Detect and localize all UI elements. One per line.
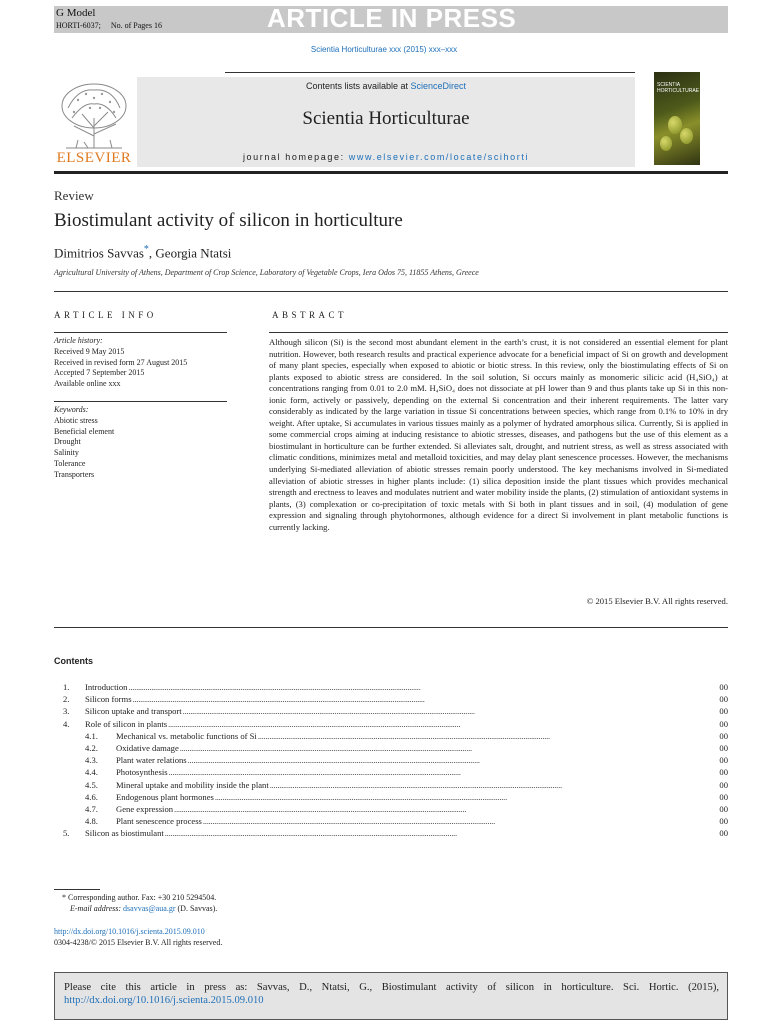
abstract-heading: ABSTRACT xyxy=(272,310,348,320)
abstract-text: Although silicon (Si) is the second most abundant element in the earth’s crust, it is not considered an essential element for plant nutrition. However, both research results and practical experience advocate for a beneficial impact of Si on growth and development of many plant species, especially when exposed to abiotic or biotic stress. In this review, only the biostimulating effects of Si on plants exposed to abiotic stress are considered. In the soil solution, Si occurs mainly as monomeric silicic acid (H₄SiO₄) at concentrations ranging from 0.01 to 2.0 mM. H₄SiO₄ does not dissociate at pH lower than 9 and thus plants take up Si in this non-ionic form, actively or passively, depending on the external Si concentration and their inherent requirements. The latter vary considerably as indicated by the large variation in tissue Si concentrations between species, which range from 0.1% to 10% in dry weight. After uptake, Si accumulates in various tissues mainly as a polymer of hydrated amorphous silica. Currently, Si is applied in some commercial crops aiming at inducing resistance to abiotic stresses, diseases, and pathogens but the use of this element as a biostimulant in horticulture can be further extended. Si alleviates salt, drought, and nutrient stress, as well as stress associated with climatic conditions, minimizes metal and metalloid toxicities, and may delay plant senescence processes. However, the mechanisms underlying Si-mediated alleviation of abiotic stresses remain poorly understood. The key mechanisms involved in Si-mediated alleviation of abiotic stresses in higher plants include: (1) silica deposition inside the plant tissues which provides mechanical strength and erectness to leaves and modulates nutrient and water mobility inside the plants, (2) stimulation of antioxidant systems in plants, (3) complexation or co-precipitation of toxic metals with Si both in plant tissues and in soil, (4) modulation of gene expression and signaling through phytohormones, although evidence for a direct Si involvement in plant metabolic functions is currently lacking. xyxy=(269,337,728,532)
toc-entry[interactable] xyxy=(54,693,728,705)
table-of-contents xyxy=(54,681,728,839)
toc-entry[interactable] xyxy=(54,827,728,839)
toc-leader-dots xyxy=(188,754,719,766)
keyword: Beneficial element xyxy=(54,426,115,436)
toc-leader-dots xyxy=(215,791,719,803)
sciencedirect-link[interactable]: ScienceDirect xyxy=(410,81,467,91)
toc-entry-page: 00 xyxy=(719,791,728,802)
toc-entry-number: 4.2. xyxy=(85,742,98,753)
toc-entry-label: Silicon forms xyxy=(85,694,132,705)
toc-leader-dots xyxy=(174,803,718,815)
toc-leader-dots xyxy=(180,742,719,754)
journal-homepage-line xyxy=(137,152,635,162)
keyword: Transporters xyxy=(54,469,95,479)
abstract-copyright: © 2015 Elsevier B.V. All rights reserved. xyxy=(586,596,728,606)
toc-entry-page: 00 xyxy=(719,767,728,778)
toc-entry[interactable] xyxy=(54,754,728,766)
page-count: No. of Pages 16 xyxy=(110,21,162,30)
toc-entry-label: Mechanical vs. metabolic functions of Si xyxy=(116,730,257,741)
article-history xyxy=(54,336,187,390)
toc-entry-label: Role of silicon in plants xyxy=(85,718,168,729)
keyword: Salinity xyxy=(54,448,79,458)
author-name[interactable]: , Georgia Ntatsi xyxy=(148,245,232,261)
toc-entry-page: 00 xyxy=(719,742,728,753)
abstract-divider xyxy=(54,627,728,628)
keywords-rule xyxy=(54,401,227,402)
article-info-heading: ARTICLE INFO xyxy=(54,310,157,320)
journal-reference-link[interactable]: Scientia Horticulturae xxx (2015) xxx–xxx xyxy=(310,45,458,54)
masthead-top-rule xyxy=(225,72,635,73)
journal-cover-image xyxy=(654,72,700,165)
toc-entry-page: 00 xyxy=(719,816,728,827)
toc-entry-page: 00 xyxy=(719,828,728,839)
toc-entry-number: 4. xyxy=(63,718,70,729)
toc-entry-number: 5. xyxy=(63,828,70,839)
toc-entry-number: 4.6. xyxy=(85,791,98,802)
toc-entry[interactable] xyxy=(54,742,728,754)
toc-leader-dots xyxy=(258,730,719,742)
journal-homepage-label: journal homepage: xyxy=(242,152,349,162)
toc-entry-label: Photosynthesis xyxy=(116,767,168,778)
contents-available-text: Contents lists available at xyxy=(305,81,411,91)
toc-entry-page: 00 xyxy=(719,803,728,814)
doi-link[interactable]: http://dx.doi.org/10.1016/j.scienta.2015.09.010 xyxy=(54,927,205,936)
toc-entry-label: Endogenous plant hormones xyxy=(116,791,214,802)
toc-leader-dots xyxy=(133,693,719,705)
affiliation: Agricultural University of Athens, Department of Crop Science, Laboratory of Vegetable Crops, Iera Odos 75, 11855 Athens, Greece xyxy=(54,268,479,277)
toc-entry[interactable] xyxy=(54,718,728,730)
author-list xyxy=(54,244,231,261)
toc-leader-dots xyxy=(183,705,719,717)
toc-entry[interactable] xyxy=(54,681,728,693)
history-entry: Received in revised form 27 August 2015 xyxy=(54,357,188,367)
email-label: E-mail address: xyxy=(70,904,124,913)
corresponding-author-note: * Corresponding author. Fax: +30 210 5294504. xyxy=(62,893,217,902)
toc-entry-number: 4.5. xyxy=(85,779,98,790)
toc-entry[interactable] xyxy=(54,705,728,717)
article-type: Review xyxy=(54,188,94,203)
toc-entry-label: Silicon as biostimulant xyxy=(85,828,164,839)
article-title: Biostimulant activity of silicon in horticulture xyxy=(54,210,403,231)
toc-entry-page: 00 xyxy=(719,694,728,705)
toc-entry[interactable] xyxy=(54,766,728,778)
contents-heading: Contents xyxy=(54,656,93,666)
email-note xyxy=(70,904,217,913)
toc-entry[interactable] xyxy=(54,779,728,791)
history-entry: Accepted 7 September 2015 xyxy=(54,368,145,378)
masthead-bottom-rule xyxy=(54,171,728,174)
toc-entry-page: 00 xyxy=(719,682,728,692)
toc-entry-number: 2. xyxy=(63,694,70,705)
header-divider xyxy=(54,291,728,292)
manuscript-line xyxy=(56,21,172,30)
toc-entry-number: 1. xyxy=(63,682,70,692)
toc-entry-number: 4.8. xyxy=(85,816,98,827)
keyword: Drought xyxy=(54,437,81,447)
corresponding-author-mark[interactable]: * xyxy=(143,244,149,255)
toc-entry-page: 00 xyxy=(719,779,728,790)
citation-doi-link[interactable]: http://dx.doi.org/10.1016/j.scienta.2015.09.010 xyxy=(64,995,264,1006)
keywords xyxy=(54,405,114,481)
issn-copyright: 0304-4238/© 2015 Elsevier B.V. All rights reserved. xyxy=(54,938,223,947)
toc-entry-label: Oxidative damage xyxy=(116,742,179,753)
toc-entry-page: 00 xyxy=(719,706,728,717)
cover-fruit xyxy=(680,128,693,144)
cover-title-line-1: SCIENTIA xyxy=(657,82,681,88)
toc-leader-dots xyxy=(203,815,719,827)
cover-fruit xyxy=(660,136,672,151)
toc-leader-dots xyxy=(169,766,719,778)
email-link[interactable]: dsavvas@aua.gr xyxy=(123,904,176,913)
toc-leader-dots xyxy=(168,718,718,730)
cover-title xyxy=(657,82,699,94)
toc-entry-label: Mineral uptake and mobility inside the plant xyxy=(116,779,269,790)
toc-leader-dots xyxy=(128,681,718,693)
manuscript-id: HORTI-6037; xyxy=(56,21,101,30)
toc-entry-label: Plant senescence process xyxy=(116,816,202,827)
toc-entry[interactable] xyxy=(54,803,728,815)
g-model-label: G Model xyxy=(56,7,96,19)
toc-entry-page: 00 xyxy=(719,730,728,741)
journal-title: Scientia Horticulturae xyxy=(302,108,470,129)
citation-box xyxy=(54,972,728,1020)
footnote-rule xyxy=(54,889,100,890)
toc-entry[interactable] xyxy=(54,730,728,742)
toc-entry-label: Silicon uptake and transport xyxy=(85,706,182,717)
citation-text: Please cite this article in press as: Savvas, D., Ntatsi, G., Biostimulant activity of silicon in horticulture. Sci. Hortic. (2015), xyxy=(64,982,719,993)
article-history-label: Article history: xyxy=(54,336,103,345)
toc-entry-label: Plant water relations xyxy=(116,755,187,766)
journal-homepage-link[interactable]: www.elsevier.com/locate/scihorti xyxy=(348,152,530,162)
publisher-logo-text: ELSEVIER xyxy=(56,150,132,166)
toc-entry-number: 4.4. xyxy=(85,767,98,778)
toc-entry-number: 4.1. xyxy=(85,730,98,741)
history-entry: Received 9 May 2015 xyxy=(54,346,125,356)
keyword: Abiotic stress xyxy=(54,415,98,425)
author-name[interactable]: Dimitrios Savvas xyxy=(54,245,144,261)
toc-entry-number: 4.7. xyxy=(85,803,98,814)
contents-available-line xyxy=(137,81,635,91)
toc-entry-page: 00 xyxy=(719,755,728,766)
keyword: Tolerance xyxy=(54,458,86,468)
article-status: ARTICLE IN PRESS xyxy=(267,3,517,33)
toc-entry-label: Gene expression xyxy=(116,803,174,814)
history-entry: Available online xxx xyxy=(54,379,121,389)
toc-entry-number: 4.3. xyxy=(85,755,98,766)
toc-entry[interactable] xyxy=(54,815,728,827)
toc-entry[interactable] xyxy=(54,791,728,803)
toc-entry-number: 3. xyxy=(63,706,70,717)
toc-entry-page: 00 xyxy=(719,718,728,729)
cover-title-line-2: HORTICULTURAE xyxy=(657,88,700,94)
email-suffix: (D. Savvas). xyxy=(175,904,218,913)
keywords-label: Keywords: xyxy=(54,405,89,414)
article-info-rule xyxy=(54,332,227,333)
toc-leader-dots xyxy=(270,779,719,791)
abstract-rule xyxy=(269,332,728,333)
toc-entry-label: Introduction xyxy=(85,682,128,692)
toc-leader-dots xyxy=(165,827,719,839)
